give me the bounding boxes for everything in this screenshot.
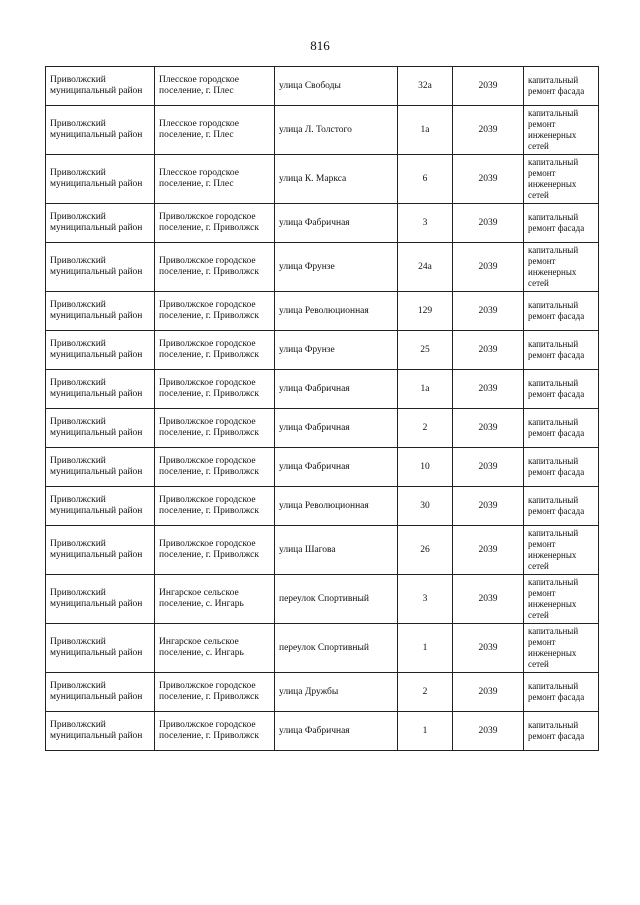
year-cell: 2039 [453,106,524,155]
table-row [46,243,599,292]
district-cell: Приволжский муниципальный район [46,673,155,712]
settlement-cell: Приволжское городское поселение, г. Приволжск [155,487,275,526]
street-cell: улица Шагова [275,526,398,575]
settlement-cell: Ингарское сельское поселение, с. Ингарь [155,624,275,673]
house-number-cell: 30 [398,487,453,526]
year-cell: 2039 [453,155,524,204]
district-cell: Приволжский муниципальный район [46,448,155,487]
district-cell: Приволжский муниципальный район [46,331,155,370]
street-cell: улица Революционная [275,292,398,331]
district-cell: Приволжский муниципальный район [46,106,155,155]
street-cell: улица Фрунзе [275,331,398,370]
year-cell: 2039 [453,448,524,487]
settlement-cell: Приволжское городское поселение, г. Приволжск [155,526,275,575]
year-cell: 2039 [453,204,524,243]
work-type-cell: капитальный ремонт инженерных сетей [524,243,599,292]
house-number-cell: 1а [398,370,453,409]
table-row [46,673,599,712]
year-cell: 2039 [453,673,524,712]
settlement-cell: Приволжское городское поселение, г. Приволжск [155,673,275,712]
settlement-cell: Приволжское городское поселение, г. Приволжск [155,370,275,409]
settlement-cell: Приволжское городское поселение, г. Приволжск [155,292,275,331]
table-row [46,712,599,751]
settlement-cell: Плесское городское поселение, г. Плес [155,106,275,155]
street-cell: улица Революционная [275,487,398,526]
table-row [46,331,599,370]
year-cell: 2039 [453,243,524,292]
street-cell: переулок Спортивный [275,575,398,624]
house-number-cell: 2 [398,409,453,448]
settlement-cell: Приволжское городское поселение, г. Приволжск [155,712,275,751]
district-cell: Приволжский муниципальный район [46,409,155,448]
settlement-cell: Приволжское городское поселение, г. Приволжск [155,204,275,243]
year-cell: 2039 [453,575,524,624]
district-cell: Приволжский муниципальный район [46,292,155,331]
table-row [46,292,599,331]
district-cell: Приволжский муниципальный район [46,624,155,673]
work-type-cell: капитальный ремонт фасада [524,409,599,448]
settlement-cell: Плесское городское поселение, г. Плес [155,155,275,204]
street-cell: улица Фабричная [275,204,398,243]
settlement-cell: Ингарское сельское поселение, с. Ингарь [155,575,275,624]
table-row [46,67,599,106]
street-cell: улица Л. Толстого [275,106,398,155]
house-number-cell: 3 [398,204,453,243]
house-number-cell: 2 [398,673,453,712]
house-number-cell: 6 [398,155,453,204]
settlement-cell: Приволжское городское поселение, г. Приволжск [155,331,275,370]
house-number-cell: 1 [398,712,453,751]
year-cell: 2039 [453,331,524,370]
table-row [46,624,599,673]
street-cell: улица Фабричная [275,448,398,487]
table-row [46,106,599,155]
year-cell: 2039 [453,624,524,673]
district-cell: Приволжский муниципальный район [46,204,155,243]
year-cell: 2039 [453,487,524,526]
work-type-cell: капитальный ремонт фасада [524,331,599,370]
house-number-cell: 25 [398,331,453,370]
work-type-cell: капитальный ремонт инженерных сетей [524,575,599,624]
work-type-cell: капитальный ремонт фасада [524,67,599,106]
year-cell: 2039 [453,370,524,409]
district-cell: Приволжский муниципальный район [46,67,155,106]
work-type-cell: капитальный ремонт инженерных сетей [524,624,599,673]
table-row [46,487,599,526]
house-number-cell: 10 [398,448,453,487]
table-row [46,448,599,487]
work-type-cell: капитальный ремонт фасада [524,204,599,243]
work-type-cell: капитальный ремонт фасада [524,448,599,487]
street-cell: улица Фабричная [275,409,398,448]
table-row [46,204,599,243]
work-type-cell: капитальный ремонт инженерных сетей [524,155,599,204]
table-row [46,409,599,448]
work-type-cell: капитальный ремонт фасада [524,712,599,751]
year-cell: 2039 [453,712,524,751]
work-type-cell: капитальный ремонт инженерных сетей [524,106,599,155]
work-type-cell: капитальный ремонт фасада [524,673,599,712]
work-type-cell: капитальный ремонт фасада [524,370,599,409]
street-cell: улица Свободы [275,67,398,106]
house-number-cell: 1а [398,106,453,155]
work-type-cell: капитальный ремонт инженерных сетей [524,526,599,575]
year-cell: 2039 [453,526,524,575]
street-cell: улица Фрунзе [275,243,398,292]
house-number-cell: 26 [398,526,453,575]
district-cell: Приволжский муниципальный район [46,487,155,526]
house-number-cell: 1 [398,624,453,673]
street-cell: улица Фабричная [275,370,398,409]
work-type-cell: капитальный ремонт фасада [524,487,599,526]
settlement-cell: Приволжское городское поселение, г. Приволжск [155,448,275,487]
settlement-cell: Приволжское городское поселение, г. Приволжск [155,243,275,292]
year-cell: 2039 [453,67,524,106]
district-cell: Приволжский муниципальный район [46,370,155,409]
table-row [46,370,599,409]
district-cell: Приволжский муниципальный район [46,526,155,575]
house-number-cell: 129 [398,292,453,331]
table-row [46,526,599,575]
repair-schedule-table [45,66,599,751]
work-type-cell: капитальный ремонт фасада [524,292,599,331]
street-cell: улица Фабричная [275,712,398,751]
table-row [46,575,599,624]
district-cell: Приволжский муниципальный район [46,712,155,751]
table-row [46,155,599,204]
district-cell: Приволжский муниципальный район [46,155,155,204]
district-cell: Приволжский муниципальный район [46,575,155,624]
table-body [46,67,599,751]
house-number-cell: 3 [398,575,453,624]
street-cell: переулок Спортивный [275,624,398,673]
house-number-cell: 24а [398,243,453,292]
settlement-cell: Плесское городское поселение, г. Плес [155,67,275,106]
year-cell: 2039 [453,292,524,331]
settlement-cell: Приволжское городское поселение, г. Приволжск [155,409,275,448]
street-cell: улица Дружбы [275,673,398,712]
year-cell: 2039 [453,409,524,448]
house-number-cell: 32а [398,67,453,106]
page-number: 816 [310,38,330,53]
district-cell: Приволжский муниципальный район [46,243,155,292]
street-cell: улица К. Маркса [275,155,398,204]
